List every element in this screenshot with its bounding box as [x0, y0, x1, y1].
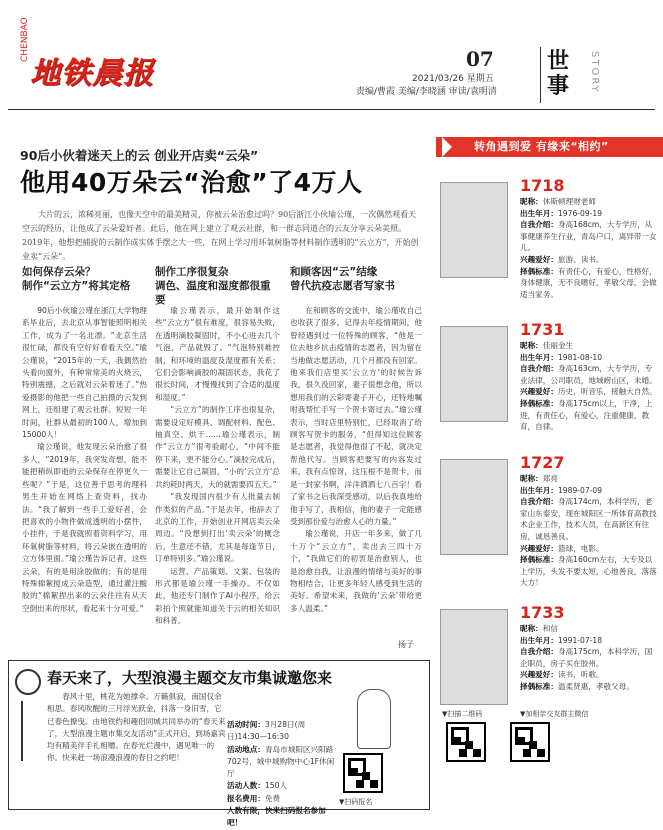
arrow-icon — [442, 137, 452, 157]
article-lead: 大片的云，浓稀亮丽，也像天空中的最美精灵，你被云朵治愈过吗？90后浙江小伙瑜公瑾，一次偶然观看天空云的经历，让他成了云朵爱好者。此后，他在网上建立了观云社群，和一群志同道合的云友分享云朵美照。2019年，他想把捕捉的云制作成实体手摆之大一些，在网上学习用环氧树脂等材料制作透明的“云立方”，开始创业卖“云朵”。 — [22, 210, 419, 261]
article-headline: 他用40万朵云“治愈”了4万人 — [20, 168, 363, 197]
profile-card — [440, 176, 663, 299]
profile-info: 昵称：佳丽金生 出生年月：1981-08-10 自我介绍：身高163cm，大专学历，专业法律，公司职员，地域崂山区，未婚。 兴趣爱好：历史，听音乐，接触大自然。 择偶标准：身高175cm以上，干净，上进，有责任心，有爱心，注重健康，教育，自律。 — [520, 341, 657, 432]
section-3-title: 和顾客因“云”结缘 曾代抗疫志愿者写家书 — [290, 266, 395, 292]
newspaper-logo — [20, 17, 168, 91]
qr-code-icon[interactable] — [446, 722, 486, 762]
paragraph: 运营、产品策划、文案、包装的形式都是瑜公瑾一手操办。不仅如此，他还专门制作了AI小程序，给云彩拍个照就能知道关于云的相关知识和科普。 — [155, 566, 280, 626]
profile-photo — [440, 326, 508, 422]
event-facts: 活动时间：3月28日(周日)14:30—16:30 活动地点：青岛市城阳区兴阳路702号，城中城购物中心1F休闲厅 活动人数：150人 报名费用：免费 人数有限，快来扫码报名参加吧！ — [227, 720, 335, 828]
flower-icon — [15, 669, 41, 695]
profile-card — [440, 453, 663, 588]
banner-text: 转角遇到爱 有缘来“相约” — [474, 140, 609, 153]
dating-banner — [436, 137, 663, 157]
profile-number: 1718 — [520, 176, 565, 195]
profile-photo — [440, 459, 508, 555]
profile-info: 昵称：休斯顿理财老师 出生年月：1976-09-19 自我介绍：身高168cm，大专学历，从事健康养生行业，青岛户口，离异带一女儿。 兴趣爱好：旅游、读书。 择偶标准：有责任心，有爱心，性格好，身体健康，无不良嗜好，孝敬父母，会做适当家务。 — [520, 197, 657, 299]
paragraph: “我发现国内很少有人批量去制作类似的产品。”于是去年，他辞去了北京的工作，开始创业开网店卖云朵周边。“没想到打出‘卖云朵’的概念后，生意还不错，尤其是每逢节日，订单特别多。”瑜公瑾说。 — [155, 492, 280, 564]
qr-label: ▼加相亲交友群主微信 — [520, 710, 589, 718]
profile-card — [440, 320, 663, 440]
profile-number: 1733 — [520, 603, 565, 622]
paragraph: 瑜公瑾说，他发现云朵治愈了很多人，“2019年，我突发奇想，能不能把稍纵即逝的云朵保存在停更久一些呢？”于是，这位善于思考的理科男生开始在网络上查资料，找办法。“我了解到一些手工爱好者，会把喜欢的小物件做成透明的小摆件，小挂件，于是我就照着资料学习，用环氧树脂等材料，将云朵嵌在透明的立方体里面。”瑜公瑾告诉记者，这些云朵，有的是用涂胶做的；有的是用特殊棉絮搅成云朵造型，通过灌注酸胶的“棉絮捏出来的云朵往往有从天空倒出来的形状，看起来十分可爱。” — [22, 442, 147, 613]
issue-date: 2021/03/26 星期五 — [412, 74, 494, 84]
decor-line — [21, 701, 35, 761]
paragraph: “云立方”的制作工序也很复杂，需要设定好模具、调配材料、配色、抽真空、烘干……瑜公瑾表示，制作“云立方”很考验耐心，“中间不能停下来，更不能分心。”滴胶完成后，需要让它自己凝固，“小的‘云立方’总共约耗时两天，大的就需要四五天。” — [155, 405, 280, 489]
logo-text: 地铁晨报 — [30, 56, 154, 91]
profile-info: 昵称：郑亮 出生年月：1989-07-09 自我介绍：身高174cm，本科学历，老家山东泰安，现在城阳区一所体育高教技术企业工作，技术人员，在高新区有住房，诚恳善良。 兴趣爱好：篮球，电影。 择偶标准：身高160cm左右，大专及以上学历，头发不要太短，心地善良，落落大方！ — [520, 474, 657, 588]
paragraph: 瑜公瑾表示，最开始制作这些“云立方”很有难度，很容易失败，在透明滴胶凝固时，不小心进去几个气泡，产品就毁了。“气泡特别难控制，和环境的温度及湿度都有关系；它们会影响滴胶的凝固状态，我花了很长时间，才慢慢找到了合适的温度和湿度。” — [155, 306, 280, 402]
page-number: 07 — [466, 47, 494, 71]
event-title: 春天来了，大型浪漫主题交友市集诚邀您来 — [47, 669, 333, 687]
qr-caption: ▼扫码报名 — [339, 798, 373, 806]
paragraph: 90后小伙瑜公瑾在浙江大学物理系毕业后，去北京从事智能照明相关工作，成为了一名北漂。“北京生活很忙碌，都没有空好好看看天空。”瑜公瑾说，“2015年的一天，我偶然抬头看向窗外，有种常常美的火烧云，特别震撼，之后就对云朵着迷了。”热爱摄影的他把一些自己拍摄的云发到网上，还组建了观云社群。短短一年时间，社群从最初的100人，增加到15000人！ — [22, 306, 147, 440]
author-signature: 扬子 — [398, 640, 414, 649]
qr-code-icon[interactable] — [510, 722, 550, 762]
event-panel — [8, 660, 430, 828]
profile-number: 1731 — [520, 320, 565, 339]
paragraph: 瑜公瑾说，开店一年多来，做了几十万个“云立方”，卖出去三四十万个，“我做它们的初衷是治愈别人，也是治愈自我，让浪漫的情绪与美好的事物相结合，让更多年轻人感受到生活的美好。希望未来，我做的‘云朵’带给更多人温柔。” — [290, 529, 422, 613]
paragraph: 在和顾客的交流中，瑜公瑾收自己也收获了很多。记得去年疫情期间，他曾经遇到过一位特殊的顾客，“他是一位去他乡抗击疫情的志愿者，因为留在当地做志愿活动，几个月都没有回家。他来我们店里买‘云立方’的时候告诉我，很久没回家，妻子很想念他，所以想用我们的云彩寄妻子开心，还特地嘱咐我帮忙手写一个贺卡寄过去。”瑜公瑾表示，当时店里特别忙，已经取消了给顾客写贺卡的服务，“但得知这位顾客是志愿者，我觉得他很了不起，就决定帮他代写。当顾客把要写的内容发过来，我有点惊讶，这压根不是贺卡，而是一封家书啊，洋洋洒洒七八百字！看了家书之后我深受感动，以后我真地给他手写了，我相信，他的妻子一定能感受到那份爱与治愈人心的力量。” — [290, 306, 422, 526]
article-kicker: 90后小伙着迷天上的云 创业开店卖“云朵” — [20, 148, 259, 163]
section-3-body — [290, 305, 422, 639]
profile-card — [440, 603, 663, 703]
masthead-divider — [8, 109, 655, 110]
qr-code-icon[interactable] — [343, 753, 383, 793]
event-body: 春风十里，桃花为她撑伞。万籁俱寂，南国仅余相思。春风吹醒的三月浮光跃金，抖落一身旧雪，它已春色撩曳。由地铁约和趣侣同城共同举办的“春天来了，大型浪漫主题市集交友活动”正式开启，到场嘉宾均有精美伴手礼相赠。在春光烂漫中，遇见唯一的你。快来赶一场浪漫浪漫的春日之约吧！ — [47, 692, 226, 763]
profile-photo — [440, 609, 508, 705]
logo-tag: CHENBAO — [20, 17, 30, 62]
section-name: 世事 — [547, 49, 570, 99]
profile-number: 1727 — [520, 453, 565, 472]
profile-photo — [440, 182, 508, 278]
section-name-en: STORY — [589, 51, 600, 94]
qr-label: ▼扫描二维码 — [442, 710, 483, 718]
illustration-person-icon — [357, 689, 391, 749]
section-label — [540, 47, 600, 103]
section-2-body — [155, 305, 280, 655]
profile-info: 昵称：和信 出生年月：1991-07-18 自我介绍：身高175cm，本科学历，国企职员，房子买在胶州。 兴趣爱好：读书，听歌。 择偶标准：温柔贤惠，孝敬父母。 — [520, 624, 653, 691]
editor-credits: 责编/曹霞 美编/李晓涵 审读/袁明清 — [356, 87, 497, 97]
section-1-body — [22, 305, 147, 655]
section-2-title: 制作工序很复杂 调色、温度和湿度都很重要 — [155, 266, 271, 306]
section-1-title: 如何保存云朵？ 制作“云立方”将其定格 — [22, 266, 131, 292]
